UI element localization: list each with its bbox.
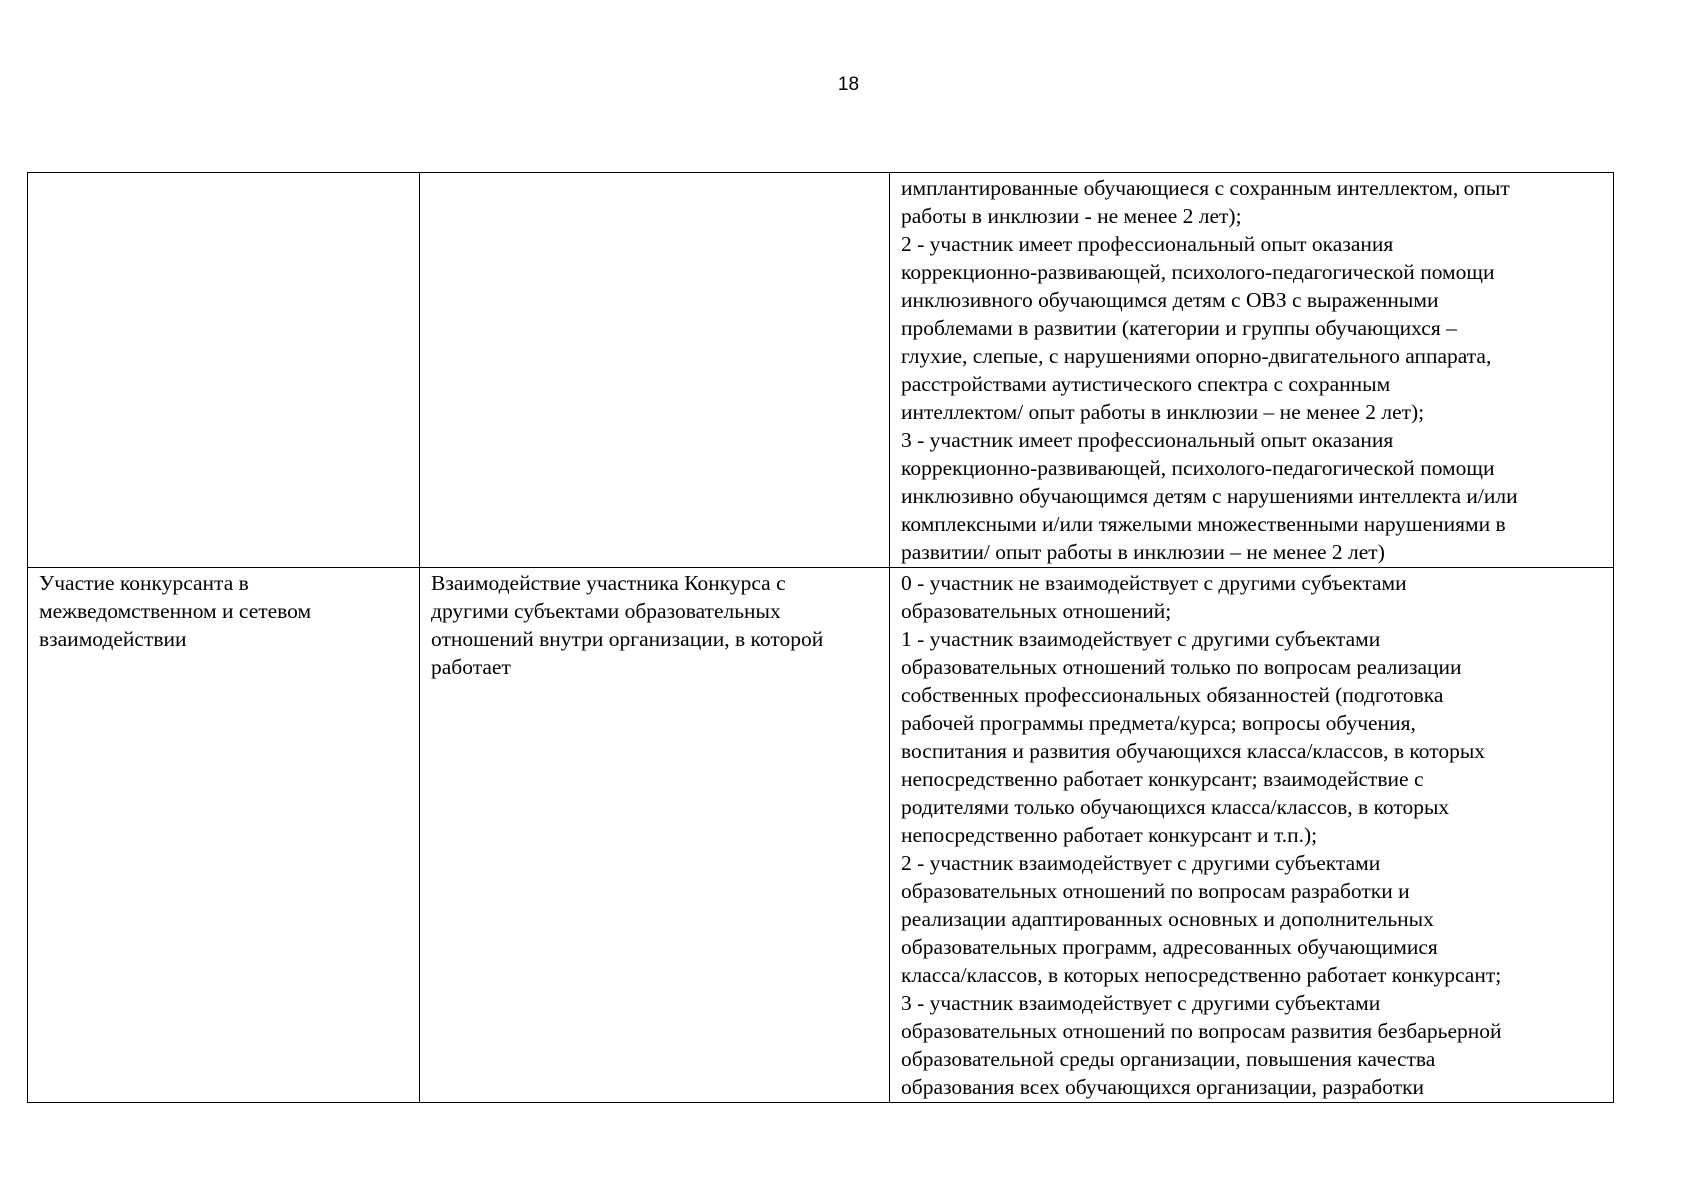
- text-line: 1 - участник взаимодействует с другими субъектами: [901, 627, 1381, 651]
- text-line: комплексными и/или тяжелыми множественными нарушениями в: [901, 512, 1506, 536]
- levels-cell: [890, 568, 1614, 1103]
- text-line: непосредственно работает конкурсант; взаимодействие с: [901, 767, 1424, 791]
- text-line: работы в инклюзии - не менее 2 лет);: [901, 204, 1242, 228]
- text-line: развитии/ опыт работы в инклюзии – не менее 2 лет): [901, 540, 1385, 564]
- text-line: проблемами в развитии (категории и группы обучающихся –: [901, 316, 1457, 340]
- criteria-table: [27, 172, 1614, 1103]
- criterion-cell: [28, 568, 420, 1103]
- levels-cell: [890, 173, 1614, 568]
- text-line: Взаимодействие участника Конкурса с: [431, 571, 786, 595]
- text-line: работает: [431, 655, 511, 679]
- text-line: межведомственном и сетевом: [39, 599, 312, 623]
- text-line: 3 - участник взаимодействует с другими субъектами: [901, 991, 1381, 1015]
- text-line: глухие, слепые, с нарушениями опорно-двигательного аппарата,: [901, 344, 1492, 368]
- text-line: образовательных отношений;: [901, 599, 1172, 623]
- table-row: [28, 568, 1614, 1103]
- text-line: 2 - участник имеет профессиональный опыт оказания: [901, 232, 1394, 256]
- text-line: коррекционно-развивающей, психолого-педагогической помощи: [901, 456, 1495, 480]
- text-line: интеллектом/ опыт работы в инклюзии – не менее 2 лет);: [901, 400, 1425, 424]
- text-line: инклюзивно обучающимся детям с нарушениями интеллекта и/или: [901, 484, 1518, 508]
- table-row: [28, 173, 1614, 568]
- text-line: рабочей программы предмета/курса; вопросы обучения,: [901, 711, 1416, 735]
- indicator-cell: [420, 568, 890, 1103]
- text-line: имплантированные обучающиеся с сохранным интеллектом, опыт: [901, 176, 1510, 200]
- text-line: образовательных отношений по вопросам разработки и: [901, 879, 1410, 903]
- text-line: расстройствами аутистического спектра с сохранным: [901, 372, 1391, 396]
- text-line: 2 - участник взаимодействует с другими субъектами: [901, 851, 1381, 875]
- text-line: образовательной среды организации, повышения качества: [901, 1047, 1436, 1071]
- text-line: образования всех обучающихся организации, разработки: [901, 1075, 1425, 1099]
- text-line: собственных профессиональных обязанностей (подготовка: [901, 683, 1444, 707]
- text-line: 0 - участник не взаимодействует с другими субъектами: [901, 571, 1407, 595]
- text-line: образовательных программ, адресованных обучающимися: [901, 935, 1438, 959]
- text-line: класса/классов, в которых непосредственно работает конкурсант;: [901, 963, 1502, 987]
- text-line: 3 - участник имеет профессиональный опыт оказания: [901, 428, 1394, 452]
- text-line: другими субъектами образовательных: [431, 599, 781, 623]
- text-line: родителями только обучающихся класса/классов, в которых: [901, 795, 1450, 819]
- text-line: коррекционно-развивающей, психолого-педагогической помощи: [901, 260, 1495, 284]
- text-line: образовательных отношений по вопросам развития безбарьерной: [901, 1019, 1502, 1043]
- page-number: 18: [837, 74, 860, 95]
- criterion-cell: [28, 173, 420, 568]
- text-line: взаимодействии: [39, 627, 187, 651]
- text-line: отношений внутри организации, в которой: [431, 627, 824, 651]
- text-line: непосредственно работает конкурсант и т.п.);: [901, 823, 1318, 847]
- text-line: инклюзивного обучающимся детям с ОВЗ с выраженными: [901, 288, 1439, 312]
- text-line: Участие конкурсанта в: [39, 571, 249, 595]
- indicator-cell: [420, 173, 890, 568]
- text-line: реализации адаптированных основных и дополнительных: [901, 907, 1434, 931]
- text-line: образовательных отношений только по вопросам реализации: [901, 655, 1462, 679]
- text-line: воспитания и развития обучающихся класса/классов, в которых: [901, 739, 1486, 763]
